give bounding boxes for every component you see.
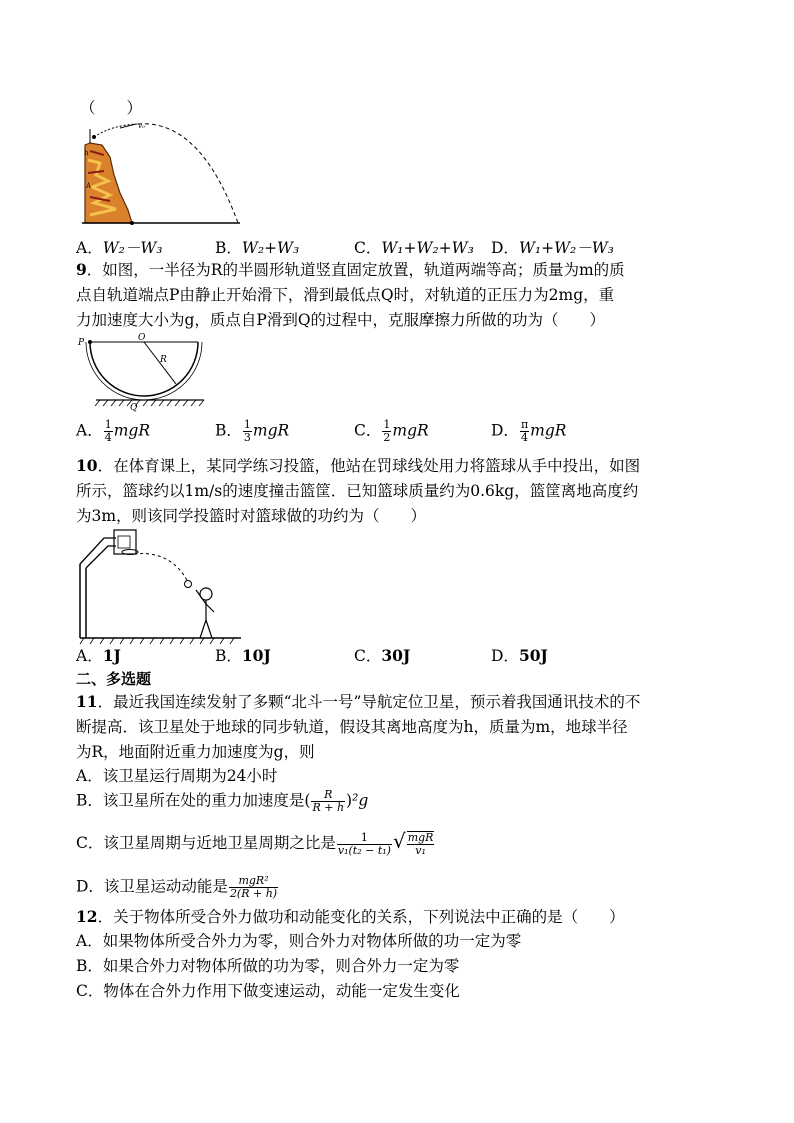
q9-option-c[interactable]: C． $\frac{1}{2}$ mgR (354, 418, 429, 444)
q9-r-label: R (160, 355, 167, 365)
q10-option-a[interactable]: A．1J (76, 646, 121, 665)
q8-h-label: h (84, 149, 89, 157)
q8-option-d[interactable]: D．W₁+W₂－W₃ (491, 239, 614, 257)
section-multiple-choice-title: 二、多选题 (76, 670, 152, 688)
q8-option-a[interactable]: A．W₂－W₃ (76, 239, 163, 257)
q8-option-c[interactable]: C．W₁+W₂+W₃ (354, 239, 474, 257)
q9-figure (76, 334, 206, 414)
q11-stem-line3: 为R，地面附近重力加速度为g，则 (76, 743, 315, 761)
q11-option-d[interactable]: D．该卫星运动动能是 $\frac{\text{mgR²}}{2(R + h)}$ (76, 874, 278, 900)
q9-q-label: Q (130, 403, 138, 413)
q10-option-b[interactable]: B．10J (215, 646, 271, 665)
q9-stem-line2: 点自轨道端点P由静止开始滑下，滑到最低点Q时，对轨道的正压力为2mg，重 (76, 286, 615, 304)
q8-v0-label: v₀ (138, 122, 145, 130)
q9-option-b[interactable]: B． $\frac{1}{3}$ mgR (215, 418, 290, 444)
q9-p-label: P (78, 338, 85, 348)
q12-option-b[interactable]: B．如果合外力对物体所做的功为零，则合外力一定为零 (76, 957, 460, 975)
q10-stem-line3: 为3m，则该同学投篮时对篮球做的功约为（ ） (76, 507, 427, 525)
q8-option-b[interactable]: B．W₂+W₃ (215, 239, 300, 257)
q11-option-c[interactable]: C．该卫星周期与近地卫星周期之比是 $\frac{1}{\text{v₁(t₂ − t₁)}}$ √ $\frac{\text{mgR}}{\text{v₁}}$ (76, 829, 434, 857)
q10-stem-line2: 所示，篮球约以1m/s的速度撞击篮筐．已知篮球质量约为0.6kg，篮筐离地高度约 (76, 482, 639, 500)
q10-option-c[interactable]: C．30J (354, 646, 411, 665)
q8-figure (80, 115, 250, 230)
q9-stem-line3: 力加速度大小为g，质点自P滑到Q的过程中，克服摩擦力所做的功为（ ） (76, 311, 606, 329)
q12-stem: 12．关于物体所受合外力做功和动能变化的关系，下列说法中正确的是（ ） (76, 907, 625, 926)
q8-answer-bracket: （ ） (80, 99, 143, 117)
q9-stem-line1: 9．如图，一半径为R的半圆形轨道竖直固定放置，轨道两端等高；质量为m的质 (76, 260, 625, 279)
q9-option-a[interactable]: A． $\frac{1}{4}$ mgR (76, 418, 150, 444)
q8-a-label: A (86, 182, 92, 190)
q11-stem-line1: 11．最近我国连续发射了多颗“北斗一号”导航定位卫星，预示着我国通讯技术的不 (76, 692, 641, 711)
q9-option-d[interactable]: D． $\frac{\pi}{4}$ mgR (491, 418, 567, 444)
q11-stem-line2: 断提高．该卫星处于地球的同步轨道，假设其离地高度为h，质量为m，地球半径 (76, 718, 628, 736)
q10-option-d[interactable]: D．50J (491, 646, 548, 665)
q12-option-c[interactable]: C．物体在合外力作用下做变速运动，动能一定发生变化 (76, 982, 460, 1000)
q9-o-label: O (138, 333, 146, 343)
q11-option-b[interactable]: B．该卫星所在处的重力加速度是( $\frac{R}{R + h}$ )²g (76, 788, 369, 814)
q10-figure (76, 528, 246, 646)
q10-stem-line1: 10．在体育课上，某同学练习投篮，他站在罚球线处用力将篮球从手中投出，如图 (76, 456, 641, 475)
q11-option-a[interactable]: A．该卫星运行周期为24小时 (76, 767, 278, 785)
q12-option-a[interactable]: A．如果物体所受合外力为零，则合外力对物体所做的功一定为零 (76, 932, 522, 950)
